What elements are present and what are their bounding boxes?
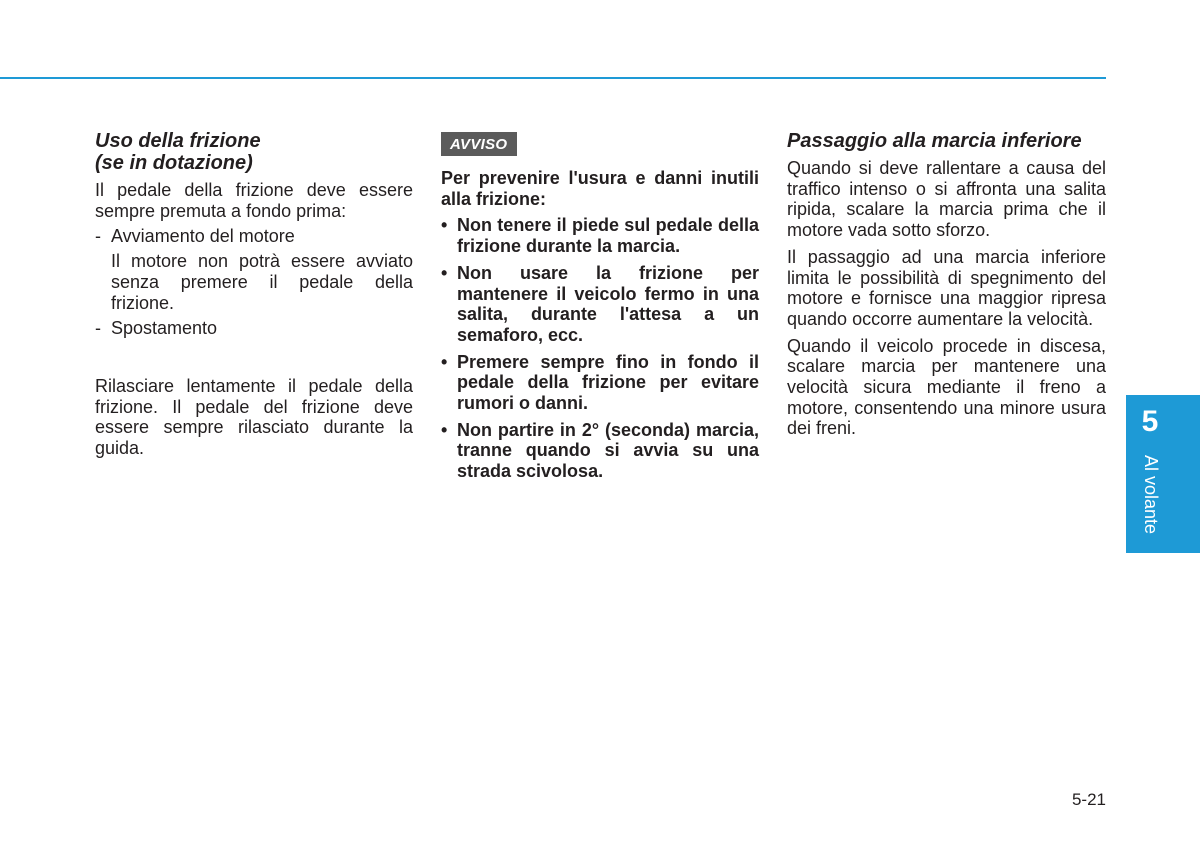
notice-intro: Per prevenire l'usura e danni inutili alla frizione: <box>441 168 759 209</box>
notice-bullet <box>441 215 759 256</box>
right-column <box>787 130 1106 439</box>
bullet-marker: • <box>441 419 448 440</box>
list-item-text: Spostamento <box>111 318 218 339</box>
clutch-closing: Rilasciare lentamente il pedale della frizione. Il pedale del frizione deve essere sempre rilasciato durante la guida. <box>95 375 413 459</box>
bullet-text: Non tenere il piede sul pedale della frizione durante la marcia. <box>457 215 759 257</box>
header-rule <box>0 77 1106 79</box>
bullet-text: Non partire in 2° (seconda) marcia, tranne quando si avvia su una strada scivolosa. <box>457 419 759 482</box>
bullet-marker: • <box>441 262 448 283</box>
bullet-marker: • <box>441 215 448 236</box>
list-item-text: Avviamento del motore <box>111 226 295 247</box>
section-heading-clutch <box>95 130 413 174</box>
page-number: 5-21 <box>1071 790 1106 809</box>
notice-bullet <box>441 352 759 414</box>
dash-marker: - <box>95 318 101 339</box>
chapter-number: 5 <box>1141 405 1159 438</box>
section-heading-downshift: Passaggio alla marcia inferiore <box>787 130 1082 152</box>
notice-badge: AVVISO <box>441 132 517 156</box>
bullet-text: Non usare la frizione per mantenere il veicolo fermo in una salita, durante l'attesa a un semaforo, ecc. <box>457 262 759 345</box>
heading-line-2: (se in dotazione) <box>95 152 253 174</box>
downshift-paragraph: Quando si deve rallentare a causa del traffico intenso o si affronta una salita ripida, scalare la marcia prima che il motore vada sotto sforzo. <box>787 158 1106 241</box>
heading-line-1: Uso della frizione <box>95 130 261 152</box>
list-item <box>95 318 413 339</box>
bullet-marker: • <box>441 351 448 372</box>
dash-marker: - <box>95 226 101 247</box>
notice-bullet <box>441 263 759 346</box>
notice-column <box>441 130 759 482</box>
left-column <box>95 130 413 459</box>
chapter-label: Al volante <box>1141 455 1161 535</box>
list-item-detail: Il motore non potrà essere avviato senza premere il pedale della frizione. <box>111 251 413 313</box>
bullet-text: Premere sempre fino in fondo il pedale della frizione per evitare rumori o danni. <box>457 351 759 414</box>
notice-bullet <box>441 420 759 482</box>
list-item <box>95 226 413 247</box>
clutch-intro: Il pedale della frizione deve essere sempre premuta a fondo prima: <box>95 180 413 221</box>
downshift-paragraph: Il passaggio ad una marcia inferiore limita le possibilità di spegnimento del motore e fornisce una maggior ripresa quando occorre aumentare la velocità. <box>787 246 1106 329</box>
chapter-tab <box>1126 395 1200 553</box>
downshift-paragraph: Quando il veicolo procede in discesa, scalare marcia per mantenere una velocità sicura mediante il freno a motore, consentendo una minore usura dei freni. <box>787 335 1106 439</box>
